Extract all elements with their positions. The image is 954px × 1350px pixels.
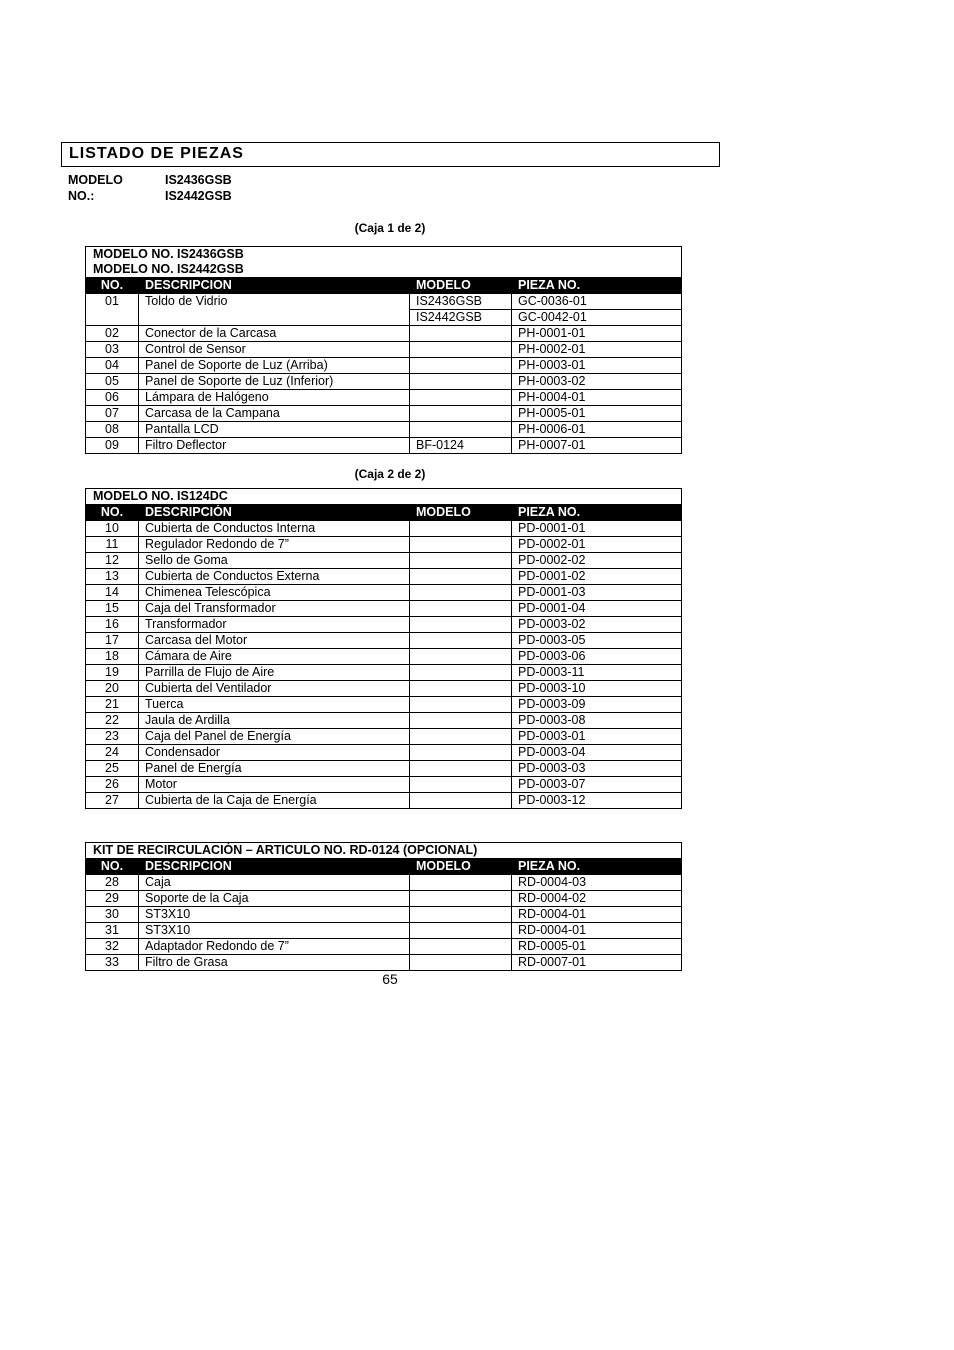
cell-part-no: PD-0002-02 [512, 553, 682, 569]
cell-model [410, 617, 512, 633]
cell-model [410, 875, 512, 891]
cell-part-no: PD-0003-11 [512, 665, 682, 681]
cell-part-no: PD-0003-10 [512, 681, 682, 697]
cell-no: 06 [86, 390, 139, 406]
table-row [86, 326, 682, 342]
cell-no: 28 [86, 875, 139, 891]
cell-description: Cubierta del Ventilador [139, 681, 410, 697]
cell-no: 31 [86, 923, 139, 939]
table-row [86, 537, 682, 553]
cell-model [410, 390, 512, 406]
table-header-row [86, 859, 682, 875]
cell-description: Control de Sensor [139, 342, 410, 358]
cell-model [410, 422, 512, 438]
cell-model [410, 891, 512, 907]
table-row [86, 875, 682, 891]
cell-part-no: RD-0005-01 [512, 939, 682, 955]
model-row [68, 188, 232, 204]
cell-part-no: PD-0001-02 [512, 569, 682, 585]
cell-description: Filtro de Grasa [139, 955, 410, 971]
table-row [86, 374, 682, 390]
cell-description: Carcasa del Motor [139, 633, 410, 649]
cell-no: 26 [86, 777, 139, 793]
table-row [86, 697, 682, 713]
cell-no: 20 [86, 681, 139, 697]
table-row [86, 745, 682, 761]
cell-model [410, 697, 512, 713]
cell-description: Cubierta de Conductos Interna [139, 521, 410, 537]
table-row [86, 793, 682, 809]
cell-description: Panel de Energía [139, 761, 410, 777]
cell-no: 16 [86, 617, 139, 633]
table-row [86, 358, 682, 374]
model-value: IS2442GSB [410, 309, 511, 325]
cell-no: 14 [86, 585, 139, 601]
cell-model [410, 342, 512, 358]
cell-part-no: PD-0003-04 [512, 745, 682, 761]
cell-part-no: PH-0001-01 [512, 326, 682, 342]
cell-part-no: PD-0002-01 [512, 537, 682, 553]
cell-part-no: PD-0003-06 [512, 649, 682, 665]
cell-model [410, 358, 512, 374]
cell-part-no [512, 294, 682, 326]
table-row [86, 633, 682, 649]
cell-part-no: PH-0005-01 [512, 406, 682, 422]
cell-no: 32 [86, 939, 139, 955]
cell-model: BF-0124 [410, 438, 512, 454]
table-row [86, 761, 682, 777]
cell-part-no: RD-0004-01 [512, 907, 682, 923]
cell-no: 21 [86, 697, 139, 713]
cell-model [410, 681, 512, 697]
table-row [86, 422, 682, 438]
cell-no: 08 [86, 422, 139, 438]
cell-no: 17 [86, 633, 139, 649]
cell-part-no: RD-0007-01 [512, 955, 682, 971]
table-row [86, 601, 682, 617]
cell-description: Pantalla LCD [139, 422, 410, 438]
cell-no: 12 [86, 553, 139, 569]
cell-part-no: PD-0003-05 [512, 633, 682, 649]
model-label: NO.: [68, 189, 95, 203]
header-model: MODELO [410, 505, 512, 521]
cell-model [410, 374, 512, 390]
table-row [86, 521, 682, 537]
cell-no: 30 [86, 907, 139, 923]
cell-part-no: PD-0001-03 [512, 585, 682, 601]
header-part-no: PIEZA NO. [512, 278, 682, 294]
cell-description: Condensador [139, 745, 410, 761]
parts-table-box1 [85, 246, 682, 454]
table-row [86, 585, 682, 601]
cell-no: 24 [86, 745, 139, 761]
cell-description: ST3X10 [139, 907, 410, 923]
cell-description: Transformador [139, 617, 410, 633]
parts-table-recirculation-kit [85, 842, 682, 971]
cell-no: 22 [86, 713, 139, 729]
cell-part-no: PD-0003-12 [512, 793, 682, 809]
cell-part-no: PD-0001-04 [512, 601, 682, 617]
cell-no: 09 [86, 438, 139, 454]
cell-model [410, 553, 512, 569]
box1-caption: (Caja 1 de 2) [354, 221, 426, 235]
table-row [86, 617, 682, 633]
cell-description: Caja del Transformador [139, 601, 410, 617]
header-part-no: PIEZA NO. [512, 859, 682, 875]
cell-no: 07 [86, 406, 139, 422]
model-value: IS2442GSB [165, 189, 232, 203]
table-row [86, 649, 682, 665]
table-row [86, 294, 682, 326]
cell-description: Jaula de Ardilla [139, 713, 410, 729]
cell-no: 13 [86, 569, 139, 585]
part-number: GC-0042-01 [512, 309, 681, 325]
cell-no: 19 [86, 665, 139, 681]
cell-model [410, 406, 512, 422]
cell-model [410, 761, 512, 777]
cell-part-no: PH-0004-01 [512, 390, 682, 406]
cell-no: 23 [86, 729, 139, 745]
cell-model [410, 745, 512, 761]
cell-model [410, 907, 512, 923]
table-row [86, 553, 682, 569]
cell-no: 11 [86, 537, 139, 553]
cell-part-no: PH-0003-02 [512, 374, 682, 390]
table-row [86, 681, 682, 697]
cell-description: Cubierta de Conductos Externa [139, 569, 410, 585]
cell-part-no: RD-0004-03 [512, 875, 682, 891]
cell-description: Tuerca [139, 697, 410, 713]
cell-description: ST3X10 [139, 923, 410, 939]
cell-model [410, 955, 512, 971]
cell-part-no: PD-0001-01 [512, 521, 682, 537]
header-description: DESCRIPCION [139, 859, 410, 875]
table-row [86, 939, 682, 955]
cell-model [410, 326, 512, 342]
header-model: MODELO [410, 278, 512, 294]
model-value: IS2436GSB [165, 173, 232, 187]
header-no: NO. [86, 505, 139, 521]
cell-part-no: RD-0004-01 [512, 923, 682, 939]
header-no: NO. [86, 859, 139, 875]
part-number: GC-0036-01 [518, 294, 587, 308]
cell-no: 02 [86, 326, 139, 342]
cell-model [410, 601, 512, 617]
table-row [86, 342, 682, 358]
cell-no: 01 [86, 294, 139, 326]
cell-part-no: PH-0006-01 [512, 422, 682, 438]
table-row [86, 729, 682, 745]
page-title: LISTADO DE PIEZAS [69, 145, 244, 162]
parts-table-box2 [85, 488, 682, 809]
cell-description: Panel de Soporte de Luz (Inferior) [139, 374, 410, 390]
table-row [86, 438, 682, 454]
cell-description: Carcasa de la Campana [139, 406, 410, 422]
cell-model [410, 569, 512, 585]
header-model: MODELO [410, 859, 512, 875]
cell-description: Filtro Deflector [139, 438, 410, 454]
cell-model [410, 713, 512, 729]
cell-no: 29 [86, 891, 139, 907]
header-part-no: PIEZA NO. [512, 505, 682, 521]
table-heading: MODELO NO. IS124DC [86, 489, 682, 505]
cell-no: 05 [86, 374, 139, 390]
box2-caption: (Caja 2 de 2) [354, 467, 426, 481]
cell-model [410, 537, 512, 553]
model-row [68, 172, 232, 188]
cell-part-no: PD-0003-07 [512, 777, 682, 793]
cell-description: Lámpara de Halógeno [139, 390, 410, 406]
cell-part-no: PD-0003-08 [512, 713, 682, 729]
cell-description: Caja del Panel de Energía [139, 729, 410, 745]
model-value: IS2436GSB [416, 294, 483, 308]
cell-no: 03 [86, 342, 139, 358]
cell-description: Adaptador Redondo de 7” [139, 939, 410, 955]
table-row [86, 569, 682, 585]
cell-model [410, 633, 512, 649]
table-row [86, 406, 682, 422]
cell-part-no: RD-0004-02 [512, 891, 682, 907]
cell-no: 10 [86, 521, 139, 537]
cell-description: Soporte de la Caja [139, 891, 410, 907]
cell-model [410, 649, 512, 665]
cell-part-no: PH-0002-01 [512, 342, 682, 358]
header-description: DESCRIPCIÓN [139, 505, 410, 521]
table-row [86, 713, 682, 729]
model-label: MODELO [68, 173, 123, 187]
cell-model [410, 777, 512, 793]
cell-no: 25 [86, 761, 139, 777]
cell-model [410, 585, 512, 601]
cell-part-no: PH-0003-01 [512, 358, 682, 374]
table-heading: MODELO NO. IS2442GSB [86, 262, 682, 278]
cell-no: 04 [86, 358, 139, 374]
cell-description: Motor [139, 777, 410, 793]
cell-part-no: PH-0007-01 [512, 438, 682, 454]
cell-no: 15 [86, 601, 139, 617]
table-row [86, 923, 682, 939]
table-row [86, 955, 682, 971]
cell-no: 18 [86, 649, 139, 665]
table-row [86, 891, 682, 907]
cell-model [410, 939, 512, 955]
section-title-box [61, 142, 720, 167]
table-header-row [86, 505, 682, 521]
cell-description: Parrilla de Flujo de Aire [139, 665, 410, 681]
cell-no: 33 [86, 955, 139, 971]
cell-model [410, 665, 512, 681]
table-row [86, 907, 682, 923]
cell-description: Chimenea Telescópica [139, 585, 410, 601]
cell-description: Conector de la Carcasa [139, 326, 410, 342]
cell-model [410, 729, 512, 745]
table-row [86, 390, 682, 406]
cell-description: Toldo de Vidrio [139, 294, 410, 326]
cell-part-no: PD-0003-03 [512, 761, 682, 777]
table-row [86, 665, 682, 681]
table-heading: KIT DE RECIRCULACIÓN – ARTICULO NO. RD-0124 (OPCIONAL) [86, 843, 682, 859]
cell-description: Cámara de Aire [139, 649, 410, 665]
table-header-row [86, 278, 682, 294]
page-number: 65 [382, 971, 398, 987]
cell-description: Regulador Redondo de 7” [139, 537, 410, 553]
table-row [86, 777, 682, 793]
table-heading: MODELO NO. IS2436GSB [86, 247, 682, 263]
model-number-block [68, 172, 232, 204]
cell-description: Cubierta de la Caja de Energía [139, 793, 410, 809]
cell-no: 27 [86, 793, 139, 809]
cell-model [410, 521, 512, 537]
cell-description: Sello de Goma [139, 553, 410, 569]
cell-description: Panel de Soporte de Luz (Arriba) [139, 358, 410, 374]
cell-model [410, 793, 512, 809]
cell-part-no: PD-0003-02 [512, 617, 682, 633]
cell-model [410, 923, 512, 939]
cell-description: Caja [139, 875, 410, 891]
cell-part-no: PD-0003-09 [512, 697, 682, 713]
header-description: DESCRIPCION [139, 278, 410, 294]
cell-part-no: PD-0003-01 [512, 729, 682, 745]
header-no: NO. [86, 278, 139, 294]
cell-model [410, 294, 512, 326]
